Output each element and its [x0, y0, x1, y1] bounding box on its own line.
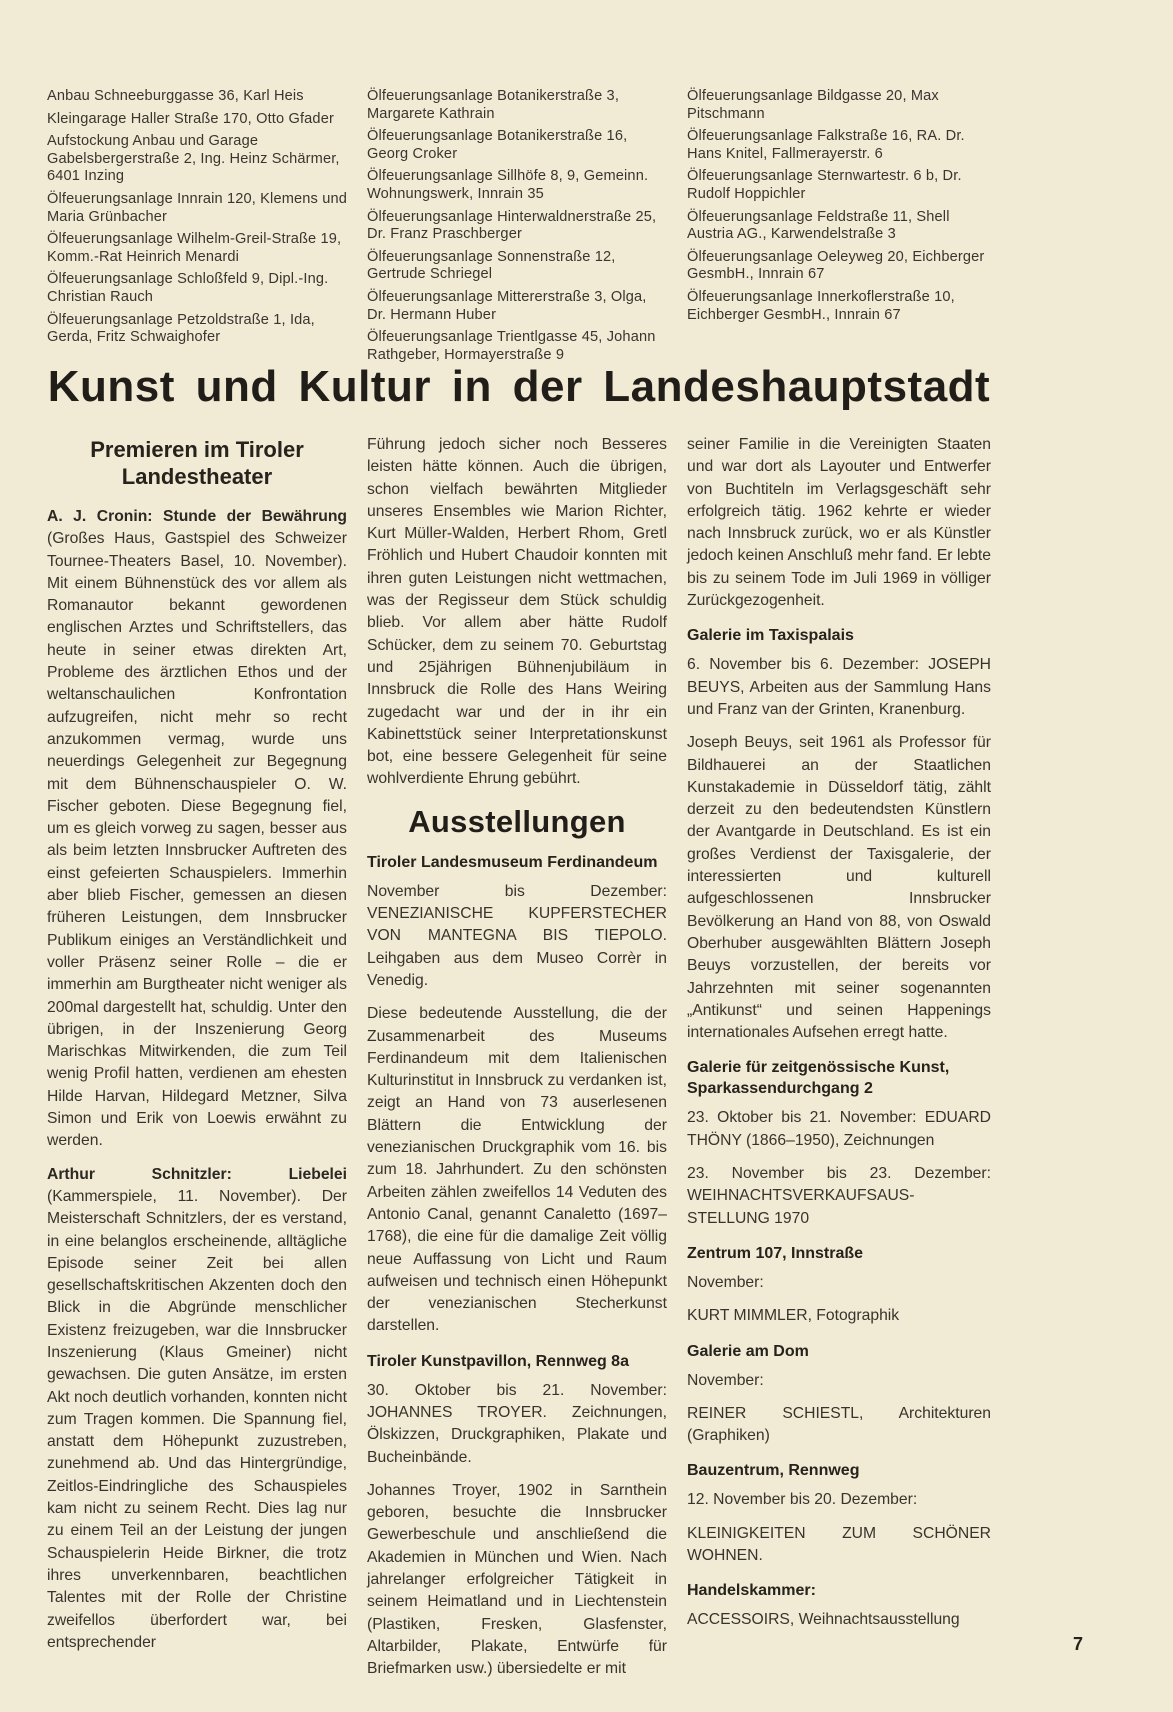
venue-heading-kunstpavillon: Tiroler Kunstpavillon, Rennweg 8a	[367, 1352, 629, 1370]
listing-entry: Ölfeuerungsanlage Bildgasse 20, Max Pitschmann	[687, 88, 939, 122]
exhibition-paragraph: 30. Oktober bis 21. November: JOHANNES TROYER. Zeichnungen, Ölskizzen, Druckgraphiken, Plakate und Bucheinbände.	[367, 1381, 667, 1466]
page-number: 7	[1072, 1634, 1083, 1654]
theater-section-heading: Premieren im Tiroler Landestheater	[90, 437, 304, 489]
review-text-schnitzler: (Kammerspiele, 11. November). Der Meisterschaft Schnitzlers, der es verstand, in eine belanglos erscheinende, alltägliche Episode seiner Zeit bei allen gesellschaftskritischen Akzenten doch den Blick in die Abgründe menschlicher Existenz freizugeben, war die Innsbrucker Inszenierung (Klaus Gmeiner) nicht gewachsen. Die guten Ansätze, im ersten Akt noch deutlich vorhanden, konnten nicht zum Tragen kommen. Die Spannung fiel, anstatt dem Höhepunkt zuzustreben, zunehmend ab. Und das Hintergründige, Zeitlos-Eindringliche des Schauspieles kam nicht zu seinem Recht. Dies lag nur zu einem Teil an der Leistung der jungen Schauspielerin Heide Birkner, die trotz ihres unverkennbaren, beachtlichen Talentes mit der Rolle der Christine zweifellos überfordert war, bei entsprechender	[47, 1187, 348, 1651]
exhibition-paragraph: 23. November bis 23. Dezember: WEIHNACHTSVERKAUFSAUS-STELLUNG 1970	[687, 1165, 991, 1227]
exhibition-paragraph: KLEINIGKEITEN ZUM SCHÖNER WOHNEN.	[687, 1524, 991, 1564]
listing-entry: Kleingarage Haller Straße 170, Otto Gfader	[47, 110, 334, 127]
exhibition-paragraph: Diese bedeutende Ausstellung, die der Zusammenarbeit des Museums Ferdinandeum mit dem Italienischen Kulturinstitut in Innsbruck zu verdanken ist, zeigt an Hand von 73 auserlesenen Blättern die Entwicklung der venezianischen Druckgraphik vom 16. bis zum 18. Jahrhundert. Zu den schönsten Arbeiten zählen zweifellos 14 Veduten des Antonio Canal, genannt Canaletto (1697–1768), die eine für die damalige Zeit völlig neue Auffassung von Licht und Raum aufweisen und technisch einen Höhepunkt der venezianischen Stecherkunst darstellen.	[367, 1005, 667, 1335]
listing-entry: Ölfeuerungsanlage Sonnenstraße 12, Gertrude Schriegel	[367, 248, 616, 283]
top-listings	[47, 88, 991, 369]
listing-entry: Ölfeuerungsanlage Sillhöfe 8, 9, Gemeinn. Wohnungswerk, Innrain 35	[367, 168, 649, 202]
listing-entry: Aufstockung Anbau und Garage Gabelsbergerstraße 2, Ing. Heinz Schärmer, 6401 Inzing	[47, 133, 340, 185]
listing-entry: Ölfeuerungsanlage Botanikerstraße 3, Margarete Kathrain	[367, 88, 620, 122]
review-paragraph-schnitzler	[47, 1164, 347, 1655]
venue-heading-zentrum107: Zentrum 107, Innstraße	[687, 1244, 864, 1262]
top-listings-column-3	[687, 88, 991, 369]
listing-entry: Ölfeuerungsanlage Botanikerstraße 16, Georg Croker	[367, 128, 628, 162]
article-column-1	[47, 434, 347, 1692]
listing-entry: Ölfeuerungsanlage Innrain 120, Klemens und Maria Grünbacher	[47, 190, 347, 225]
exhibitions-section-heading: Ausstellungen	[408, 803, 626, 839]
listing-entry: Anbau Schneeburggasse 36, Karl Heis	[47, 88, 304, 104]
review-continuation: Führung jedoch sicher noch Besseres leisten hätte können. Auch die übrigen, schon vielfach bewährten Mitglieder unseres Ensembles wie Marion Richter, Kurt Müller-Walden, Herbert Rhom, Gretl Fröhlich und Hubert Chaudoir konnten mit ihren guten Leistungen nicht wettmachen, was der Regisseur dem Stück schuldig blieb. Vor allem aber hätte Rudolf Schücker, dem zu seinem 70. Geburtstag und 25jährigen Bühnenjubiläum in Innsbruck die Rolle des Hans Weiring zugedacht war und der in ihr ein Kabinettstück seiner Interpretationskunst bot, eine bessere Gelegenheit für seine wohlverdiente Ehrung gebührt.	[367, 436, 667, 788]
exhibition-paragraph: REINER SCHIESTL, Architekturen (Graphiken)	[687, 1404, 991, 1445]
top-listings-column-1	[47, 88, 347, 369]
exhibition-paragraph: November bis Dezember: VENEZIANISCHE KUPFERSTECHER VON MANTEGNA BIS TIEPOLO. Leihgaben aus dem Museo Corrèr in Venedig.	[367, 882, 667, 989]
exhibition-paragraph: November:	[687, 1273, 764, 1291]
review-text-cronin: (Großes Haus, Gastspiel des Schweizer Tournee-Theaters Basel, 10. November). Mit einem Bühnenstück des vor allem als Romanautor bekannt gewordenen englischen Arztes und Schriftstellers, das heute in seiner etwas direkten Art, Probleme des ärztlichen Ethos und der weltanschaulichen Konfrontation aufzugreifen, nicht mehr so recht anzukommen vermag, wurde uns neuerdings Gelegenheit zur Begegnung mit dem Bühnenschauspieler O. W. Fischer geboten. Diese Begegnung fiel, um es gleich vorweg zu sagen, besser aus als beim letzten Innsbrucker Auftreten des einst gefeierten Schauspielers. Immerhin aber blieb Fischer, gemessen an diesen früheren Leistungen, dem Innsbrucker Publikum einiges an Verständlichkeit und voller Präsenz seiner Rolle – die er immerhin am Burgtheater nicht weniger als 200mal dargestellt hat, schuldig. Unter den übrigen, in der Inszenierung Georg Marischkas Mitwirkenden, die zum Teil wenig Profil hatten, verdienen am ehesten Hilde Harvan, Hildegard Metzner, Silva Simon und Erik von Loewis erwähnt zu werden.	[47, 530, 347, 1150]
listing-entry: Ölfeuerungsanlage Falkstraße 16, RA. Dr. Hans Knitel, Fallmerayerstr. 6	[687, 128, 965, 162]
article-column-3	[687, 434, 991, 1692]
listing-entry: Ölfeuerungsanlage Feldstraße 11, Shell Austria AG., Karwendelstraße 3	[687, 208, 950, 243]
exhibition-paragraph: 23. Oktober bis 21. November: EDUARD THÖNY (1866–1950), Zeichnungen	[687, 1109, 991, 1149]
venue-heading-bauzentrum: Bauzentrum, Rennweg	[687, 1462, 860, 1480]
listing-entry: Ölfeuerungsanlage Trientlgasse 45, Johann Rathgeber, Hormayerstraße 9	[367, 329, 656, 363]
top-listings-column-2	[367, 88, 667, 369]
exhibition-paragraph: 12. November bis 20. Dezember:	[687, 1491, 918, 1509]
venue-heading-taxispalais: Galerie im Taxispalais	[687, 627, 854, 645]
listing-entry: Ölfeuerungsanlage Mittererstraße 3, Olga, Dr. Hermann Huber	[367, 288, 647, 323]
troyer-continuation: seiner Familie in die Vereinigten Staaten und war dort als Layouter und Entwerfer von Buchtiteln im Verlagsgeschäft sehr erfolgreich tätig. 1962 kehrte er wieder nach Innsbruck zurück, wo er als Künstler jedoch keinen Anschluß mehr fand. Er lebte bis zu seinem Tode im Juli 1969 in völliger Zurückgezogenheit.	[687, 436, 991, 610]
exhibition-paragraph: Johannes Troyer, 1902 in Sarnthein geboren, besuchte die Innsbrucker Gewerbeschule und anschließend die Akademien in München und Wien. Nach jahrelanger erfolgreicher Tätigkeit in seinem Heimatland und in Liechtenstein (Plastiken, Fresken, Glasfenster, Altarbilder, Plakate, Entwürfe für Briefmarken usw.) übersiedelte er mit	[367, 1481, 667, 1678]
listing-entry: Ölfeuerungsanlage Wilhelm-Greil-Straße 19, Komm.-Rat Heinrich Menardi	[47, 231, 342, 265]
listing-entry: Ölfeuerungsanlage Innerkoflerstraße 10, Eichberger GesmbH., Innrain 67	[687, 288, 955, 323]
venue-heading-ferdinandeum: Tiroler Landesmuseum Ferdinandeum	[367, 853, 658, 871]
article-body	[47, 434, 991, 1692]
listing-entry: Ölfeuerungsanlage Petzoldstraße 1, Ida, Gerda, Fritz Schwaighofer	[47, 311, 315, 346]
venue-heading-galerie-am-dom: Galerie am Dom	[687, 1342, 809, 1360]
listing-entry: Ölfeuerungsanlage Oeleyweg 20, Eichberger GesmbH., Innrain 67	[687, 248, 985, 283]
exhibition-paragraph: Joseph Beuys, seit 1961 als Professor für Bildhauerei an der Staatlichen Kunstakademie in Düsseldorf tätig, zählt derzeit zu den bedeutendsten Künstlern der Avantgarde in Deutschland. Es ist ein großes Verdienst der Taxisgalerie, der interessierten und kulturell aufgeschlossenen Innsbrucker Bevölkerung an Hand von 88, von Oswald Oberhuber ausgewählten Blättern Joseph Beuys vorzustellen, der bereits vor Jahrzehnten mit seiner sogenannten „Antikunst“ und seinen Happenings internationales Aufsehen erregt hatte.	[687, 734, 991, 1042]
review-paragraph-cronin	[47, 506, 347, 1153]
listing-entry: Ölfeuerungsanlage Hinterwaldnerstraße 25, Dr. Franz Praschberger	[367, 208, 657, 243]
exhibition-paragraph: November:	[687, 1371, 764, 1389]
listing-entry: Ölfeuerungsanlage Sternwartestr. 6 b, Dr. Rudolf Hoppichler	[687, 168, 962, 202]
article-column-2	[367, 434, 667, 1692]
review-lead-schnitzler: Arthur Schnitzler: Liebelei	[47, 1165, 347, 1183]
page-headline: Kunst und Kultur in der Landeshauptstadt	[47, 362, 991, 411]
exhibition-paragraph: KURT MIMMLER, Fotographik	[687, 1307, 900, 1325]
listing-entry: Ölfeuerungsanlage Schloßfeld 9, Dipl.-Ing. Christian Rauch	[47, 271, 329, 305]
venue-heading-zeitgenoessische-kunst: Galerie für zeitgenössische Kunst, Sparkassendurchgang 2	[687, 1059, 950, 1098]
exhibition-paragraph: 6. November bis 6. Dezember: JOSEPH BEUYS, Arbeiten aus der Sammlung Hans und Franz van der Grinten, Kranenburg.	[687, 656, 991, 718]
exhibition-paragraph: ACCESSOIRS, Weihnachtsausstellung	[687, 1611, 960, 1629]
review-lead-cronin: A. J. Cronin: Stunde der Bewährung	[47, 508, 347, 525]
venue-heading-handelskammer: Handelskammer:	[687, 1582, 816, 1600]
